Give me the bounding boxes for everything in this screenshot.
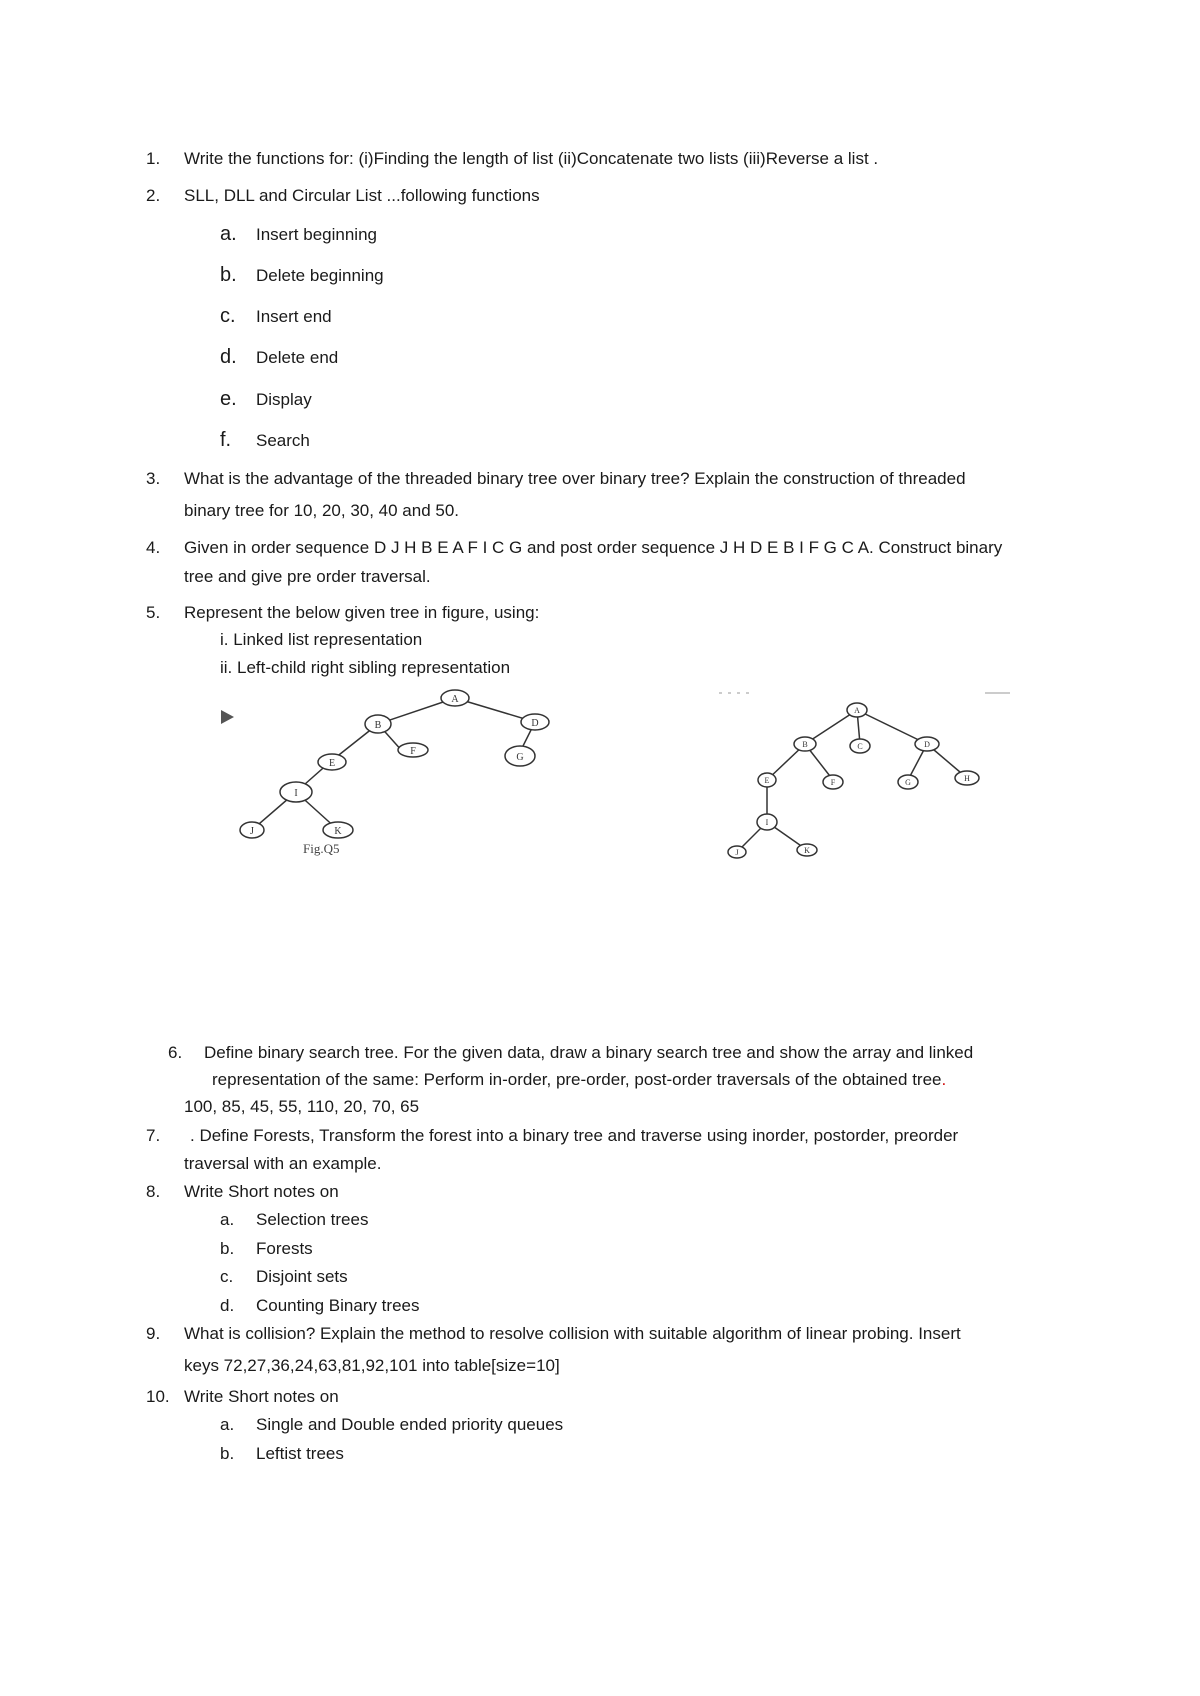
tree2-label: G (905, 778, 911, 787)
q2-item-text: Insert beginning (256, 225, 377, 244)
q6-line2: representation of the same: Perform in-order, pre-order, post-order traversals of the obtained tree (212, 1070, 942, 1089)
tree2-label: E (764, 776, 770, 785)
figure-tree-1 (210, 680, 590, 860)
q9-line1: What is collision? Explain the method to resolve collision with suitable algorithm of linear probing. Insert (184, 1324, 961, 1343)
q8-text: Write Short notes on (184, 1182, 339, 1201)
tree1-label: F (410, 746, 416, 757)
q8-item-text: Selection trees (256, 1210, 369, 1229)
q2-item-text: Insert end (256, 307, 332, 326)
q6-line1: Define binary search tree. For the given data, draw a binary search tree and show the array and linked (204, 1043, 974, 1062)
q4-line2: tree and give pre order traversal. (184, 567, 431, 586)
q8-item-label: b. (220, 1239, 235, 1258)
tree2-label: C (857, 742, 863, 751)
q5-sub1: i. Linked list representation (220, 630, 423, 649)
tree1-label: E (328, 758, 336, 769)
bullet-triangle-icon (221, 710, 234, 724)
tree2-label: A (854, 706, 860, 715)
q8-item-text: Forests (256, 1239, 313, 1258)
q8-item-text: Counting Binary trees (256, 1296, 420, 1315)
q3-line1: What is the advantage of the threaded binary tree over binary tree? Explain the construction of threaded (184, 469, 966, 488)
q1-text: Write the functions for: (i)Finding the length of list (ii)Concatenate two lists (iii)Reverse a list . (184, 149, 879, 168)
q2-number: 2. (146, 186, 161, 205)
tree1-label: D (531, 718, 539, 729)
q6-line2-end: . (941, 1070, 947, 1089)
q7-number: 7. (146, 1126, 161, 1145)
q10-item-label: b. (220, 1444, 235, 1463)
q10-item-text: Single and Double ended priority queues (256, 1415, 564, 1434)
q7-line2: traversal with an example. (184, 1154, 382, 1173)
q2-item-label: c. (220, 305, 236, 327)
q4-line1: Given in order sequence D J H B E A F I C G and post order sequence J H D E B I F G C A. Construct binary (184, 538, 1003, 557)
figure-caption: Fig.Q5 (303, 841, 340, 856)
tree2-label: I (765, 818, 769, 827)
tree1-label: J (250, 826, 254, 837)
tree1-label: A (451, 694, 459, 705)
q8-item-label: d. (220, 1296, 235, 1315)
q3-number: 3. (146, 469, 161, 488)
q10-item-text: Leftist trees (256, 1444, 344, 1463)
q5-number: 5. (146, 603, 161, 622)
q6-line2-wrap (212, 1068, 946, 1092)
q8-number: 8. (146, 1182, 161, 1201)
q2-item-text: Display (256, 390, 312, 409)
tree2-label: J (735, 848, 739, 857)
tree2-label: F (830, 778, 836, 787)
tree2-label: H (964, 774, 970, 783)
q2-item-label: e. (220, 388, 237, 410)
q2-item-text: Delete end (256, 348, 339, 367)
tree2-label: K (804, 846, 810, 855)
q2-text: SLL, DLL and Circular List ...following functions (184, 186, 540, 205)
q3-line2: binary tree for 10, 20, 30, 40 and 50. (184, 501, 460, 520)
q8-item-label: a. (220, 1210, 235, 1229)
q5-sub2: ii. Left-child right sibling representation (220, 658, 511, 677)
q9-number: 9. (146, 1324, 161, 1343)
q10-number: 10. (146, 1387, 170, 1406)
tree2-label: D (924, 740, 930, 749)
q7-line1: . Define Forests, Transform the forest into a binary tree and traverse using inorder, postorder, preorder (190, 1126, 959, 1145)
figure-tree-2 (715, 688, 1015, 868)
q2-item-text: Delete beginning (256, 266, 384, 285)
tree1-label: K (334, 826, 342, 837)
tree2-label: B (802, 740, 808, 749)
q2-item-label: f. (220, 429, 232, 451)
q6-number: 6. (168, 1043, 183, 1062)
q8-item-text: Disjoint sets (256, 1267, 348, 1286)
q5-text: Represent the below given tree in figure, using: (184, 603, 540, 622)
q6-data: 100, 85, 45, 55, 110, 20, 70, 65 (184, 1097, 420, 1116)
q2-item-label: b. (220, 264, 237, 286)
q2-item-label: d. (220, 346, 237, 368)
tree1-label: I (294, 788, 298, 799)
q9-line2: keys 72,27,36,24,63,81,92,101 into table[size=10] (184, 1356, 560, 1375)
q10-text: Write Short notes on (184, 1387, 339, 1406)
q8-item-label: c. (220, 1267, 234, 1286)
tree1-label: G (516, 752, 524, 763)
q1-number: 1. (146, 149, 161, 168)
q2-item-text: Search (256, 431, 310, 450)
q4-number: 4. (146, 538, 161, 557)
q10-item-label: a. (220, 1415, 235, 1434)
tree1-label: B (374, 720, 382, 731)
q2-item-label: a. (220, 223, 237, 245)
